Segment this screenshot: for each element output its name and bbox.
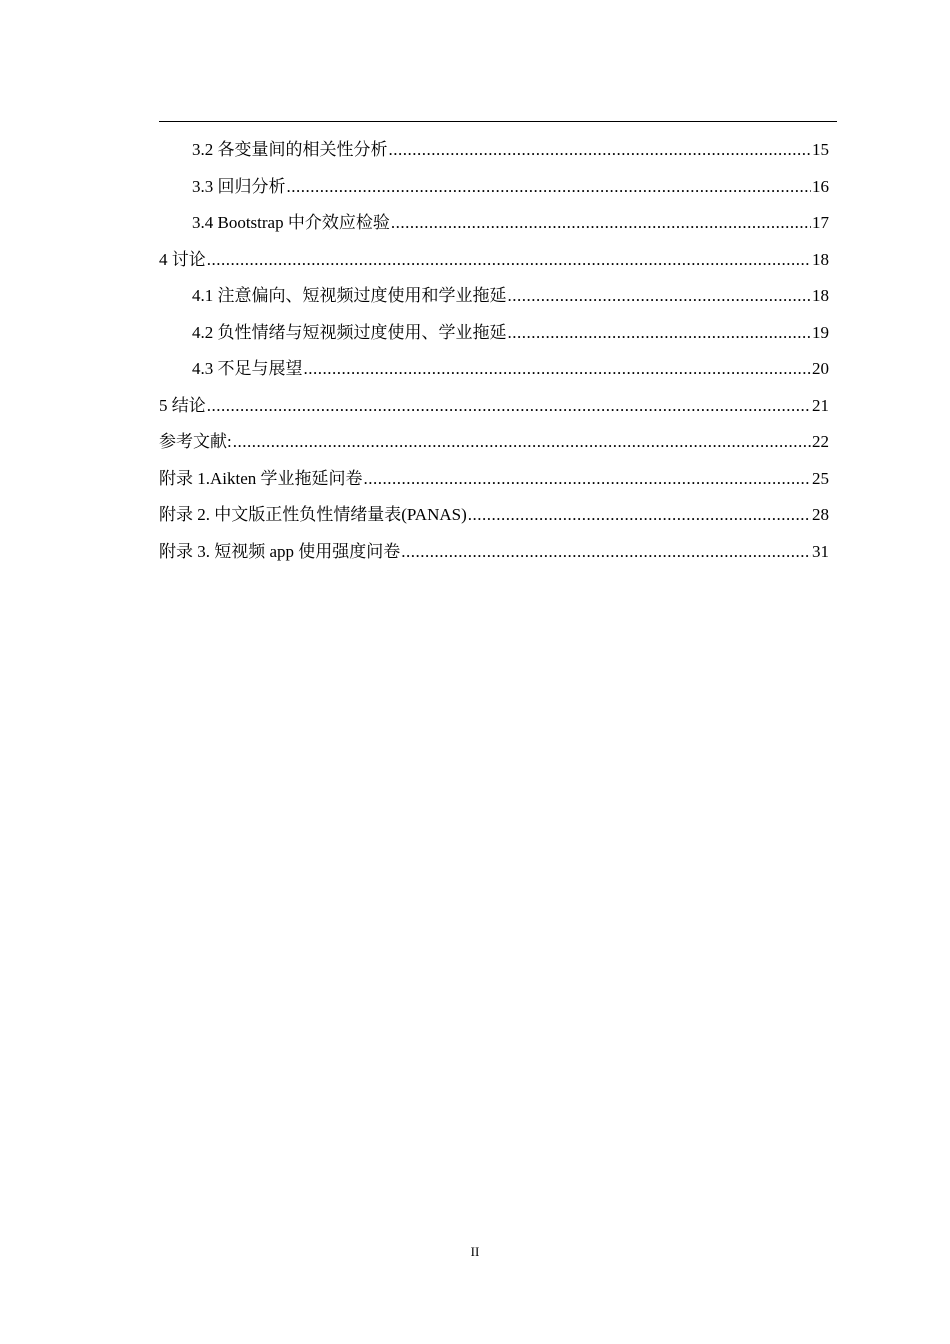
toc-dot-leader (233, 424, 811, 461)
toc-entry-title: 5 结论 (159, 395, 206, 415)
toc-dot-leader (207, 242, 811, 279)
toc-entry-title: 4.1 注意偏向、短视频过度使用和学业拖延 (192, 286, 507, 305)
toc-entry[interactable] (159, 278, 829, 315)
toc-entry-page: 31 (812, 541, 829, 561)
toc-entry-page: 22 (812, 432, 829, 451)
toc-entry-title: 3.3 回归分析 (192, 176, 286, 196)
toc-entry[interactable] (159, 315, 829, 352)
toc-entry[interactable] (159, 242, 829, 279)
toc-dot-leader (508, 315, 812, 352)
toc-entry[interactable] (159, 169, 829, 206)
toc-dot-leader (287, 169, 812, 206)
header-rule (159, 121, 837, 122)
toc-entry[interactable] (159, 534, 829, 571)
toc-dot-leader (364, 461, 811, 498)
toc-entry-title: 附录 3. 短视频 app 使用强度问卷 (159, 541, 401, 561)
toc-entry-title: 附录 2. 中文版正性负性情绪量表(PANAS) (159, 505, 467, 524)
toc-entry-title: 3.4 Bootstrap 中介效应检验 (192, 213, 390, 232)
toc-entry-title: 附录 1.Aikten 学业拖延问卷 (159, 468, 363, 488)
toc-dot-leader (508, 278, 812, 315)
toc-dot-leader (304, 351, 812, 388)
toc-entry[interactable] (159, 132, 829, 169)
toc-entry-page: 25 (812, 468, 829, 488)
toc-entry-page: 16 (812, 176, 829, 196)
toc-entry-page: 17 (812, 213, 829, 232)
toc-dot-leader (468, 497, 811, 534)
page-number: II (470, 1244, 480, 1259)
toc-entry-page: 28 (812, 505, 829, 524)
toc-entry[interactable] (159, 424, 829, 461)
toc-entry-title: 3.2 各变量间的相关性分析 (192, 140, 388, 159)
toc-entry-page: 18 (812, 249, 829, 269)
toc-entry-page: 21 (812, 395, 829, 415)
toc-dot-leader (389, 132, 812, 169)
toc-dot-leader (401, 534, 811, 571)
toc-entry-title: 参考文献: (159, 432, 232, 451)
toc-entry-title: 4.2 负性情绪与短视频过度使用、学业拖延 (192, 322, 507, 342)
table-of-contents (159, 132, 829, 570)
toc-entry[interactable] (159, 461, 829, 498)
toc-entry-page: 18 (812, 286, 829, 305)
toc-entry-page: 19 (812, 322, 829, 342)
toc-entry[interactable] (159, 351, 829, 388)
toc-entry-title: 4.3 不足与展望 (192, 359, 303, 378)
toc-entry-page: 15 (812, 140, 829, 159)
toc-entry-page: 20 (812, 359, 829, 378)
toc-entry[interactable] (159, 388, 829, 425)
toc-entry-title: 4 讨论 (159, 249, 206, 269)
toc-dot-leader (391, 205, 811, 242)
toc-dot-leader (207, 388, 811, 425)
toc-entry[interactable] (159, 205, 829, 242)
toc-entry[interactable] (159, 497, 829, 534)
